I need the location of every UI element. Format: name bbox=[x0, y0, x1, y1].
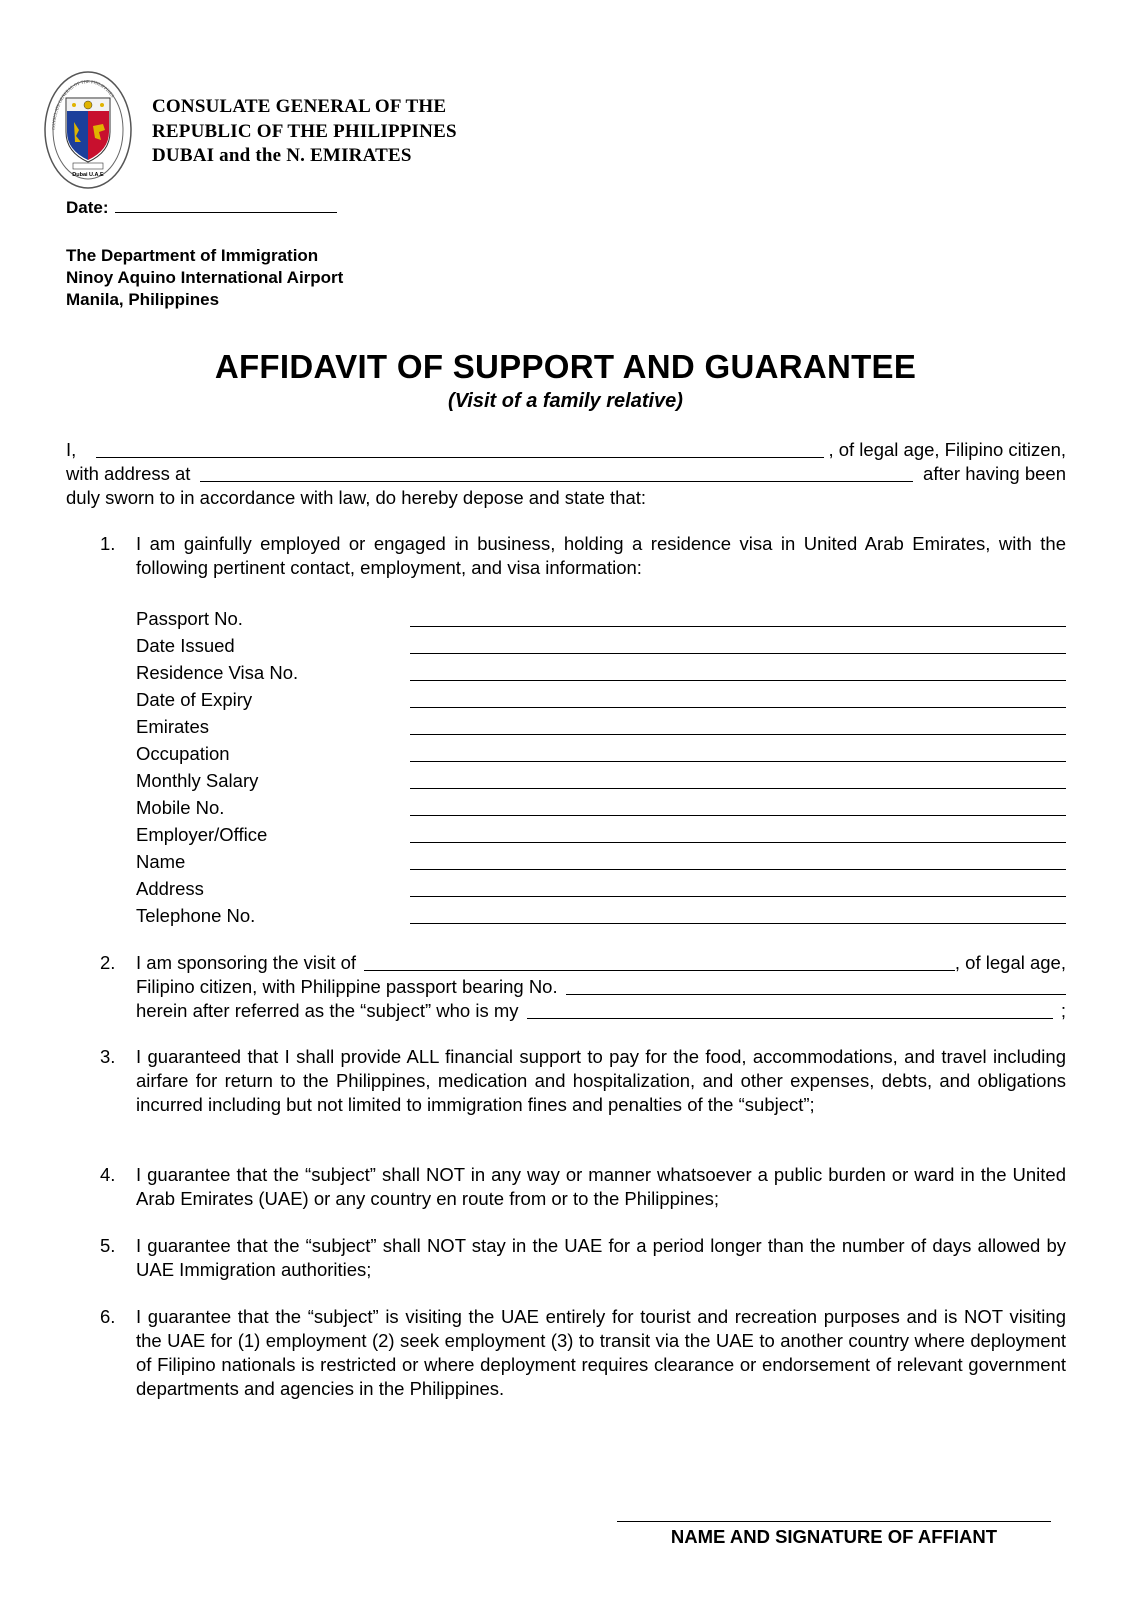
field-label: Residence Visa No. bbox=[136, 662, 299, 683]
clause-1 bbox=[100, 532, 1066, 580]
clause-text: I guarantee that the “subject” is visiting the UAE entirely for tourist and recreation purposes and is NOT visiting the UAE for (1) employment (2) seek employment (3) to transit via the UAE to another country where deployment of Filipino nationals is restricted or where deployment requires clearance or endorsement of relevant government departments and agencies in the Philippines. bbox=[136, 1306, 1066, 1399]
field-label: Passport No. bbox=[136, 608, 243, 629]
field-row bbox=[136, 716, 1066, 743]
clause-number: 6. bbox=[100, 1306, 116, 1327]
field-row bbox=[136, 797, 1066, 824]
field-input[interactable] bbox=[410, 842, 1066, 843]
recipient-address bbox=[66, 245, 343, 311]
intro-prefix: I, bbox=[66, 439, 77, 460]
consulate-line: REPUBLIC OF THE PHILIPPINES bbox=[152, 120, 457, 142]
clause-5 bbox=[100, 1234, 1066, 1282]
field-input[interactable] bbox=[410, 923, 1066, 924]
philippine-seal-icon bbox=[43, 70, 133, 190]
clause-2-line bbox=[136, 999, 1066, 1023]
intro-closing: duly sworn to in accordance with law, do hereby depose and state that: bbox=[66, 487, 647, 508]
clause-6 bbox=[100, 1305, 1066, 1401]
intro-paragraph bbox=[66, 438, 1066, 510]
field-row bbox=[136, 851, 1066, 878]
date-label: Date: bbox=[66, 198, 109, 217]
clause-2-line2-prefix: Filipino citizen, with Philippine passport bearing No. bbox=[136, 976, 558, 997]
field-row bbox=[136, 743, 1066, 770]
document-title: AFFIDAVIT OF SUPPORT AND GUARANTEE bbox=[214, 348, 917, 385]
field-input[interactable] bbox=[410, 869, 1066, 870]
seal-label: Dubai U.A.E bbox=[72, 172, 104, 178]
intro-line-name bbox=[66, 438, 1066, 462]
signature-line[interactable] bbox=[617, 1521, 1051, 1522]
clause-number: 4. bbox=[100, 1164, 116, 1185]
clause-number: 5. bbox=[100, 1235, 116, 1256]
field-input[interactable] bbox=[410, 707, 1066, 708]
document-subtitle: (Visit of a family relative) bbox=[448, 390, 683, 412]
date-row bbox=[66, 198, 337, 218]
field-row bbox=[136, 824, 1066, 851]
clause-number: 2. bbox=[100, 952, 116, 973]
field-row bbox=[136, 608, 1066, 635]
intro-after-name: , of legal age, Filipino citizen, bbox=[828, 439, 1066, 460]
field-label: Employer/Office bbox=[136, 824, 268, 845]
clause-text bbox=[136, 951, 1066, 1023]
affiant-name-field[interactable] bbox=[96, 439, 824, 458]
recipient-line: Ninoy Aquino International Airport bbox=[66, 268, 344, 287]
field-row bbox=[136, 770, 1066, 797]
clause-text: I am gainfully employed or engaged in business, holding a residence visa in United Arab Emirates, with the following pertinent contact, employment, and visa information: bbox=[136, 533, 1066, 578]
intro-line-address bbox=[66, 462, 1066, 486]
recipient-line: The Department of Immigration bbox=[66, 246, 319, 265]
field-row bbox=[136, 635, 1066, 662]
sponsored-name-field[interactable] bbox=[364, 952, 955, 971]
passport-number-field[interactable] bbox=[566, 976, 1066, 995]
clause-text: I guarantee that the “subject” shall NOT in any way or manner whatsoever a public burden or ward in the United Arab Emirates (UAE) or any country en route from or to the Philippines; bbox=[136, 1164, 1066, 1209]
field-input[interactable] bbox=[410, 734, 1066, 735]
field-row bbox=[136, 905, 1066, 932]
clause-2-line3-prefix: herein after referred as the “subject” who is my bbox=[136, 1000, 519, 1021]
date-field[interactable] bbox=[115, 198, 337, 213]
field-label: Date Issued bbox=[136, 635, 235, 656]
consulate-line: DUBAI and the N. EMIRATES bbox=[152, 145, 412, 166]
field-label: Name bbox=[136, 851, 186, 872]
consulate-header bbox=[152, 95, 457, 169]
consulate-line: CONSULATE GENERAL OF THE bbox=[152, 96, 447, 117]
clause-2-line1-suffix: , of legal age, bbox=[954, 952, 1066, 973]
clause-text: I guaranteed that I shall provide ALL financial support to pay for the food, accommodations, and travel including airfare for return to the Philippines, medication and hospitalization, and other expenses, debts, and obligations incurred including but not limited to immigration fines and penalties of the “subject”; bbox=[136, 1046, 1066, 1115]
field-input[interactable] bbox=[410, 815, 1066, 816]
intro-address-prefix: with address at bbox=[66, 463, 191, 484]
field-input[interactable] bbox=[410, 680, 1066, 681]
field-label: Monthly Salary bbox=[136, 770, 259, 791]
affiant-address-field[interactable] bbox=[200, 463, 913, 482]
field-label: Emirates bbox=[136, 716, 209, 737]
field-label: Mobile No. bbox=[136, 797, 225, 818]
signature-label: NAME AND SIGNATURE OF AFFIANT bbox=[670, 1526, 998, 1547]
clause-2-line3-suffix: ; bbox=[1060, 1000, 1066, 1021]
relationship-field[interactable] bbox=[527, 1000, 1053, 1019]
seal-ring-text: CONSULATE GENERAL OF THE PHILIPPINES bbox=[50, 78, 116, 131]
field-label: Telephone No. bbox=[136, 905, 256, 926]
field-row bbox=[136, 878, 1066, 905]
field-label: Date of Expiry bbox=[136, 689, 253, 710]
clause-number: 1. bbox=[100, 533, 116, 554]
clause-4 bbox=[100, 1163, 1066, 1211]
clause-2-line bbox=[136, 975, 1066, 999]
field-input[interactable] bbox=[410, 653, 1066, 654]
field-input[interactable] bbox=[410, 626, 1066, 627]
clause-number: 3. bbox=[100, 1046, 116, 1067]
clause-2 bbox=[100, 951, 1066, 1023]
field-input[interactable] bbox=[410, 761, 1066, 762]
clause-3 bbox=[100, 1045, 1066, 1117]
intro-address-suffix: after having been bbox=[923, 463, 1066, 484]
field-label: Occupation bbox=[136, 743, 230, 764]
clause-2-line bbox=[136, 951, 1066, 975]
recipient-line: Manila, Philippines bbox=[66, 290, 220, 309]
field-input[interactable] bbox=[410, 896, 1066, 897]
clause-text: I guarantee that the “subject” shall NOT stay in the UAE for a period longer than the number of days allowed by UAE Immigration authorities; bbox=[136, 1235, 1066, 1280]
field-input[interactable] bbox=[410, 788, 1066, 789]
field-row bbox=[136, 662, 1066, 689]
clause-2-line1-prefix: I am sponsoring the visit of bbox=[136, 952, 357, 973]
field-row bbox=[136, 689, 1066, 716]
field-label: Address bbox=[136, 878, 204, 899]
